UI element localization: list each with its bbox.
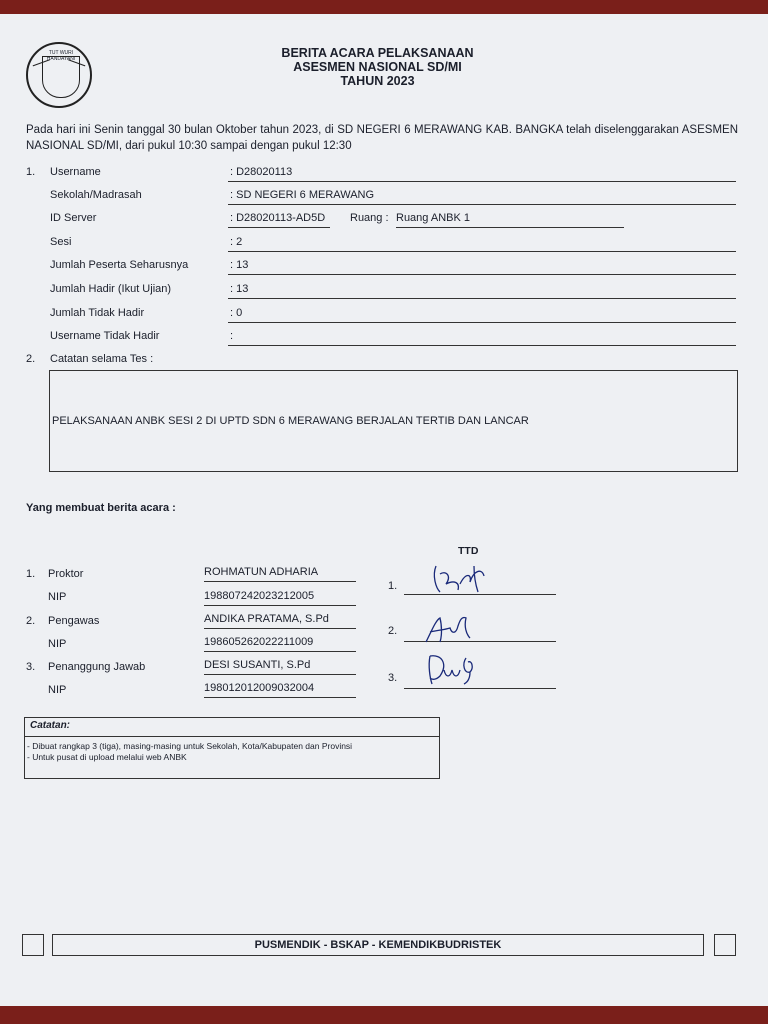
footer-square-right [714, 934, 736, 956]
absent-label: Jumlah Tidak Hadir [50, 307, 145, 319]
absent-value: : 0 [228, 307, 736, 323]
field-absent [0, 307, 768, 325]
signatory-2-role: Pengawas [48, 615, 100, 627]
footer-bar: PUSMENDIK - BSKAP - KEMENDIKBUDRISTEK [52, 934, 704, 956]
present-value: : 13 [228, 283, 736, 299]
field-present [0, 283, 768, 301]
signatory-2-nip-label: NIP [48, 638, 67, 650]
absent-username-value: : [228, 330, 736, 346]
username-value: : D28020113 [228, 166, 736, 182]
room-label: Ruang : [350, 212, 389, 224]
section-number-1: 1. [26, 166, 36, 178]
catatan-line-1: - Dibuat rangkap 3 (tiga), masing-masing untuk Sekolah, Kota/Kabupaten dan Provinsi [27, 741, 353, 751]
signature-3-line [404, 688, 556, 689]
expected-label: Jumlah Peserta Seharusnya [50, 259, 189, 271]
intro-paragraph: Pada hari ini Senin tanggal 30 bulan Oktober tahun 2023, di SD NEGERI 6 MERAWANG KAB. BANGKA telah diselenggarakan ASESMEN NASIONAL SD/MI, dari pukul 10:30 sampai dengan pukul 12:30 [26, 124, 738, 152]
signatory-3-name: DESI SUSANTI, S.Pd [204, 659, 356, 675]
signatory-2-nip: 198605262022211009 [204, 636, 356, 652]
catatan-line-2: - Untuk pusat di upload melalui web ANBK [27, 752, 187, 762]
signature-2 [422, 612, 476, 646]
room-value: Ruang ANBK 1 [396, 212, 624, 228]
title-line-2: ASESMEN NASIONAL SD/MI [293, 60, 462, 74]
present-label: Jumlah Hadir (Ikut Ujian) [50, 283, 172, 295]
absent-username-label: Username Tidak Hadir [50, 330, 160, 342]
signatory-3-nip-label: NIP [48, 684, 67, 696]
title-line-3: TAHUN 2023 [340, 74, 415, 88]
notes-label: Catatan selama Tes : [50, 353, 154, 365]
signatory-1-nip-label: NIP [48, 591, 67, 603]
signatory-1-name: ROHMATUN ADHARIA [204, 566, 356, 582]
field-server [0, 212, 768, 230]
signature-3 [424, 650, 484, 686]
signature-1 [430, 562, 490, 596]
signatory-1-nip: 198807242023212005 [204, 590, 356, 606]
signatory-3-nip: 198012012009032004 [204, 682, 356, 698]
title-line-1: BERITA ACARA PELAKSANAAN [281, 46, 474, 60]
signature-3-number: 3. [388, 672, 398, 684]
section-number-2: 2. [26, 353, 36, 365]
session-value: : 2 [228, 236, 736, 252]
footer-square-left [22, 934, 44, 956]
expected-value: : 13 [228, 259, 736, 275]
field-expected [0, 259, 768, 277]
signatory-2-name: ANDIKA PRATAMA, S.Pd [204, 613, 356, 629]
catatan-title: Catatan: [25, 718, 439, 737]
signatory-3-role: Penanggung Jawab [48, 661, 146, 673]
field-session [0, 236, 768, 254]
field-username [0, 166, 768, 184]
field-school [0, 189, 768, 207]
school-label: Sekolah/Madrasah [50, 189, 142, 201]
signatory-3-number: 3. [26, 661, 36, 673]
session-label: Sesi [50, 236, 72, 248]
maker-label: Yang membuat berita acara : [26, 502, 176, 514]
signature-1-number: 1. [388, 580, 398, 592]
notes-heading [0, 353, 768, 371]
server-label: ID Server [50, 212, 97, 224]
signatory-1-role: Proktor [48, 568, 84, 580]
ttd-label: TTD [458, 545, 479, 557]
school-value: : SD NEGERI 6 MERAWANG [228, 189, 736, 205]
notes-text: PELAKSANAAN ANBK SESI 2 DI UPTD SDN 6 MERAWANG BERJALAN TERTIB DAN LANCAR [52, 415, 529, 427]
server-value: : D28020113-AD5D [228, 212, 330, 228]
document-title [200, 46, 555, 88]
tut-wuri-handayani-logo: TUT WURI HANDAYANI [26, 42, 92, 108]
signatory-1-number: 1. [26, 568, 36, 580]
document-page [0, 14, 768, 1006]
signatory-2-number: 2. [26, 615, 36, 627]
catatan-box [24, 717, 440, 779]
username-label: Username [50, 166, 101, 178]
field-absent-username [0, 330, 768, 348]
signature-2-number: 2. [388, 625, 398, 637]
